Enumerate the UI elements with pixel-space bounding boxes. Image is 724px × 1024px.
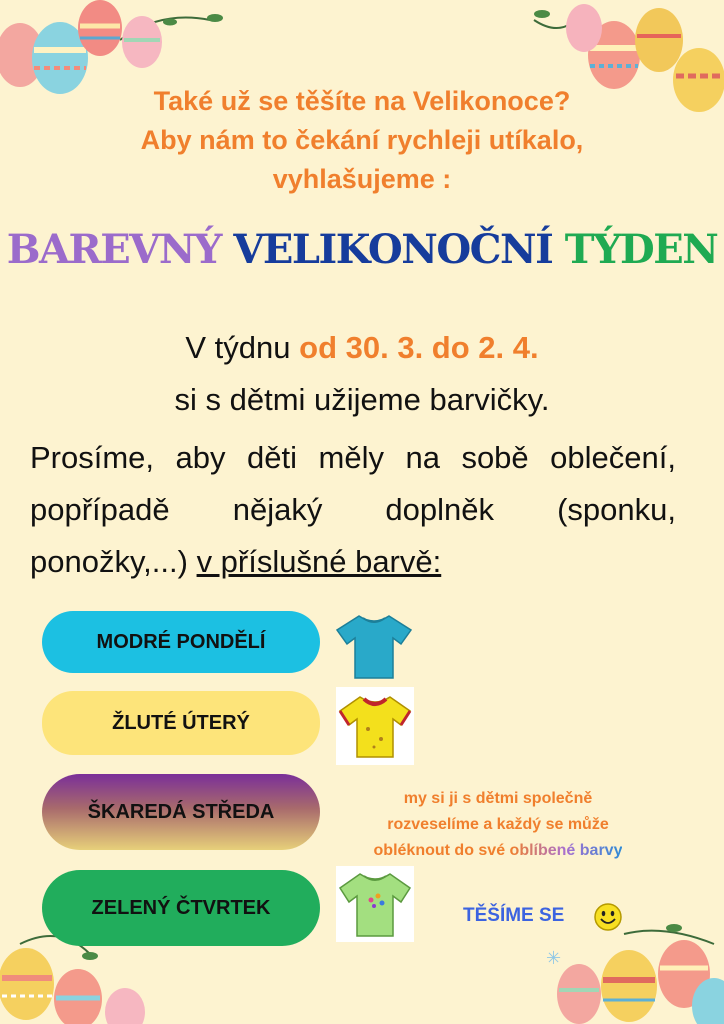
note-line-3-prefix: obléknout do své <box>373 842 510 859</box>
dates-range: od 30. 3. do 2. 4. <box>299 330 539 365</box>
sparkle-icon: ✳ <box>546 948 562 968</box>
yellow-tshirt-frame <box>336 687 414 765</box>
note-line-2: rozveselíme a každý se může <box>387 816 609 833</box>
title-word-tyden: TÝDEN <box>564 226 718 273</box>
day-pill-monday <box>42 611 320 673</box>
day-label: ŽLUTÉ ÚTERÝ <box>112 711 250 734</box>
day-label: MODRÉ PONDĚLÍ <box>96 630 266 653</box>
day-label: ZELENÝ ČTVRTEK <box>91 896 271 919</box>
closing-text: TĚŠÍME SE <box>463 905 565 926</box>
day-label: ŠKAREDÁ STŘEDA <box>87 800 275 823</box>
intro-text <box>0 82 724 199</box>
green-tshirt-frame <box>336 866 414 942</box>
smiley-icon <box>593 902 623 932</box>
day-pill-wednesday <box>42 774 320 850</box>
instructions-underlined: v příslušné barvě: <box>196 544 442 579</box>
easter-eggs-icon <box>524 914 724 1024</box>
blue-tshirt-icon <box>335 612 413 680</box>
note-favorite-colors: oblíbené barvy <box>509 842 623 859</box>
title-word-barevny: BAREVNÝ <box>6 226 221 273</box>
note-line-3 <box>338 838 658 864</box>
note-line-1: my si ji s dětmi společně <box>403 790 593 807</box>
body-line-2: si s dětmi užijeme barvičky. <box>174 382 550 417</box>
instructions-text: Prosíme, aby děti měly na sobě oblečení, popřípadě nějaký doplněk (sponku, ponožky,...) <box>30 440 676 579</box>
dates-prefix: V týdnu <box>185 330 300 365</box>
dates-line <box>0 330 724 366</box>
day-pill-thursday <box>42 870 320 946</box>
intro-line-1: Také už se těšíte na Velikonoce? <box>153 86 571 116</box>
intro-line-3: vyhlašujeme : <box>272 164 452 194</box>
instructions-paragraph <box>30 432 676 588</box>
wednesday-note <box>338 786 658 864</box>
page-title <box>0 226 724 273</box>
yellow-tshirt-icon <box>336 687 414 765</box>
day-pill-tuesday <box>42 691 320 755</box>
title-word-velikonocni: VELIKONOČNÍ <box>233 226 553 273</box>
green-tshirt-icon <box>336 866 414 942</box>
intro-line-2: Aby nám to čekání rychleji utíkalo, <box>140 125 584 155</box>
